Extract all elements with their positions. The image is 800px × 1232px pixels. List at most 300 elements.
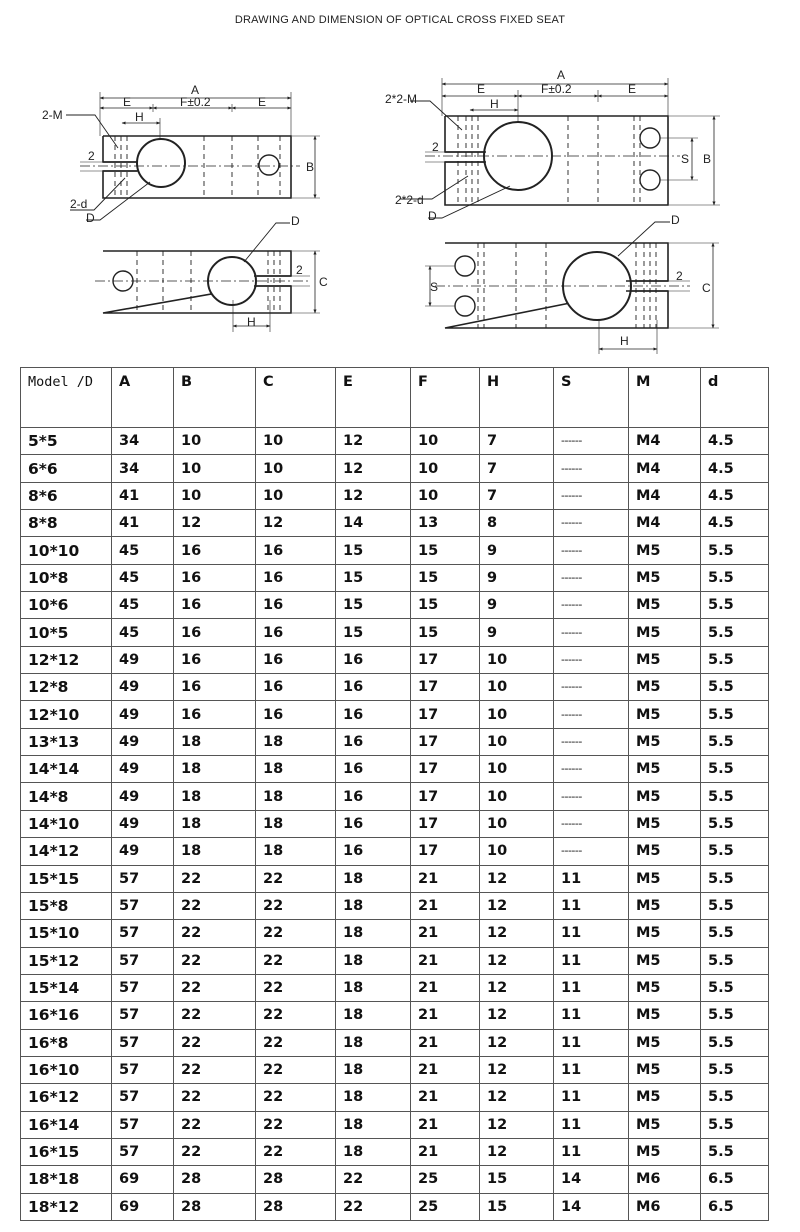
cell-A: 57 [112,1111,174,1138]
cell-A: 34 [112,455,174,482]
cell-E: 18 [336,974,411,1001]
cell-S: ------ [554,810,629,837]
right-top-hole-2 [640,170,660,190]
cell-d: 5.5 [701,646,769,673]
cell-A: 49 [112,838,174,865]
cell-d: 5.5 [701,947,769,974]
cell-C: 22 [256,892,336,919]
cell-F: 21 [411,1138,480,1165]
cell-S: ------ [554,619,629,646]
label-2-right-bottom: 2 [676,269,683,283]
cell-H: 12 [480,1111,554,1138]
left-top-hole [259,155,279,175]
cell-A: 57 [112,947,174,974]
cell-A: 45 [112,619,174,646]
cell-S: ------ [554,838,629,865]
cell-E: 15 [336,537,411,564]
cell-E: 12 [336,428,411,455]
cell-M: M6 [629,1193,701,1220]
cell-C: 18 [256,783,336,810]
cell-H: 9 [480,537,554,564]
cell-A: 57 [112,974,174,1001]
cell-A: 49 [112,701,174,728]
cell-H: 7 [480,482,554,509]
cell-F: 15 [411,564,480,591]
table-row [21,920,769,947]
cell-M: M5 [629,701,701,728]
cell-M: M5 [629,1084,701,1111]
left-bottom-view [95,223,320,332]
cell-A: 45 [112,564,174,591]
label-A: A [191,83,200,97]
cell-H: 12 [480,865,554,892]
cell-H: 12 [480,1002,554,1029]
cell-F: 15 [411,537,480,564]
cell-C: 28 [256,1193,336,1220]
label-H-right-bottom: H [620,334,629,348]
cell-E: 18 [336,892,411,919]
table-row [21,1084,769,1111]
label-D-bottom: D [291,214,300,228]
cell-C: 10 [256,428,336,455]
label-C: C [319,275,328,289]
cell-B: 22 [174,1002,256,1029]
cell-H: 12 [480,974,554,1001]
cell-C: 22 [256,1002,336,1029]
cell-E: 15 [336,619,411,646]
cell-E: 18 [336,947,411,974]
cell-F: 21 [411,1002,480,1029]
cell-S: 11 [554,1029,629,1056]
table-header-row [21,368,769,428]
cell-M: M5 [629,1056,701,1083]
label-F: F±0.2 [180,95,211,109]
cell-F: 13 [411,510,480,537]
label-2-right: 2 [432,140,439,154]
cell-M: M5 [629,1111,701,1138]
cell-C: 22 [256,865,336,892]
cell-F: 17 [411,783,480,810]
cell-d: 5.5 [701,619,769,646]
table-row [21,783,769,810]
cell-M: M5 [629,592,701,619]
label-H: H [135,110,144,124]
cell-B: 10 [174,455,256,482]
cell-F: 15 [411,619,480,646]
right-top-hole-1 [640,128,660,148]
cell-model: 14*14 [21,756,112,783]
cell-E: 18 [336,1002,411,1029]
cell-H: 9 [480,619,554,646]
cell-model: 8*6 [21,482,112,509]
header-H: H [480,368,554,428]
cell-F: 25 [411,1166,480,1193]
cell-H: 12 [480,892,554,919]
table-row [21,1029,769,1056]
table-row [21,564,769,591]
cell-A: 49 [112,756,174,783]
cell-S: 11 [554,974,629,1001]
cell-model: 12*8 [21,674,112,701]
cell-B: 28 [174,1166,256,1193]
cell-C: 16 [256,564,336,591]
label-H-right: H [490,97,499,111]
cell-B: 16 [174,674,256,701]
cell-H: 10 [480,756,554,783]
cell-S: 11 [554,865,629,892]
cell-C: 22 [256,1111,336,1138]
cell-B: 22 [174,1056,256,1083]
cell-M: M4 [629,428,701,455]
cell-B: 16 [174,564,256,591]
cell-B: 22 [174,974,256,1001]
cell-B: 16 [174,619,256,646]
cell-A: 57 [112,1002,174,1029]
cell-B: 16 [174,701,256,728]
cell-d: 5.5 [701,783,769,810]
cell-model: 16*14 [21,1111,112,1138]
cell-E: 16 [336,756,411,783]
cell-d: 5.5 [701,838,769,865]
cell-S: ------ [554,674,629,701]
table-row [21,756,769,783]
cell-model: 12*12 [21,646,112,673]
cell-B: 10 [174,428,256,455]
cell-B: 22 [174,1111,256,1138]
cell-S: ------ [554,564,629,591]
cell-M: M5 [629,728,701,755]
cell-B: 12 [174,510,256,537]
cell-model: 16*16 [21,1002,112,1029]
label-D-right-bottom: D [671,213,680,227]
cell-M: M5 [629,974,701,1001]
cell-S: 11 [554,1056,629,1083]
cell-A: 57 [112,920,174,947]
cell-C: 28 [256,1166,336,1193]
cell-d: 5.5 [701,1084,769,1111]
label-D: D [86,211,95,225]
cell-d: 5.5 [701,564,769,591]
table-row [21,1138,769,1165]
cell-H: 12 [480,947,554,974]
cell-B: 18 [174,783,256,810]
cell-C: 16 [256,701,336,728]
cell-F: 21 [411,974,480,1001]
cell-F: 10 [411,482,480,509]
cell-M: M5 [629,947,701,974]
cell-M: M5 [629,783,701,810]
left-bottom-body-outline [103,251,291,313]
table-row [21,592,769,619]
cell-S: ------ [554,783,629,810]
cell-E: 16 [336,838,411,865]
table-row [21,510,769,537]
cell-model: 10*5 [21,619,112,646]
label-S-right: S [681,152,690,166]
header-d: d [701,368,769,428]
cell-H: 12 [480,1138,554,1165]
left-top-body-outline [103,136,291,198]
cell-S: ------ [554,428,629,455]
label-M-right: 2*2-M [385,92,418,106]
cell-E: 14 [336,510,411,537]
cell-A: 49 [112,728,174,755]
cell-F: 17 [411,728,480,755]
table-row [21,482,769,509]
label-S-right-bottom: S [430,280,439,294]
cell-A: 69 [112,1193,174,1220]
cell-d: 5.5 [701,756,769,783]
cell-H: 12 [480,1084,554,1111]
page-title: DRAWING AND DIMENSION OF OPTICAL CROSS FIXED SEAT [234,14,566,26]
table-row [21,646,769,673]
cell-B: 22 [174,1084,256,1111]
label-H-bottom: H [247,315,256,329]
cell-H: 10 [480,838,554,865]
cell-A: 49 [112,783,174,810]
cell-A: 49 [112,810,174,837]
cell-F: 21 [411,1084,480,1111]
right-bottom-hole-1 [455,256,475,276]
cell-M: M5 [629,756,701,783]
cell-d: 5.5 [701,1138,769,1165]
cell-model: 15*8 [21,892,112,919]
cell-H: 12 [480,1056,554,1083]
cell-d: 5.5 [701,701,769,728]
cell-C: 16 [256,619,336,646]
cell-H: 7 [480,455,554,482]
cell-M: M5 [629,564,701,591]
cell-E: 16 [336,674,411,701]
cell-B: 22 [174,947,256,974]
cell-M: M5 [629,537,701,564]
cell-d: 5.5 [701,537,769,564]
cell-H: 10 [480,646,554,673]
cell-B: 22 [174,892,256,919]
cell-d: 4.5 [701,482,769,509]
cell-d: 4.5 [701,510,769,537]
table-row [21,728,769,755]
label-E1-right: E [477,82,486,96]
dimension-table [20,367,769,1221]
cell-E: 18 [336,1056,411,1083]
cell-model: 14*8 [21,783,112,810]
cell-F: 17 [411,646,480,673]
cell-S: 11 [554,920,629,947]
cell-E: 16 [336,728,411,755]
label-E1: E [123,95,132,109]
drawing-canvas [0,40,800,360]
cell-E: 18 [336,920,411,947]
cell-C: 10 [256,482,336,509]
cell-C: 16 [256,592,336,619]
cell-C: 18 [256,756,336,783]
cell-model: 14*12 [21,838,112,865]
cell-F: 21 [411,920,480,947]
cell-S: 11 [554,1084,629,1111]
cell-M: M5 [629,838,701,865]
cell-B: 18 [174,838,256,865]
table-row [21,455,769,482]
cell-F: 21 [411,1056,480,1083]
cell-M: M5 [629,646,701,673]
cell-d: 5.5 [701,865,769,892]
cell-E: 16 [336,783,411,810]
cell-B: 18 [174,728,256,755]
cell-E: 16 [336,701,411,728]
cell-E: 16 [336,810,411,837]
right-bottom-body-outline [445,243,668,328]
cell-A: 57 [112,1056,174,1083]
label-A-right: A [557,68,566,82]
cell-A: 45 [112,592,174,619]
cell-d: 5.5 [701,592,769,619]
cell-S: ------ [554,701,629,728]
cell-B: 18 [174,756,256,783]
cell-B: 16 [174,537,256,564]
cell-model: 16*8 [21,1029,112,1056]
cell-F: 21 [411,865,480,892]
header-A: A [112,368,174,428]
cell-C: 10 [256,455,336,482]
cell-H: 9 [480,592,554,619]
cell-H: 7 [480,428,554,455]
cell-S: ------ [554,510,629,537]
label-B-right: B [703,152,712,166]
cell-F: 17 [411,756,480,783]
cell-model: 6*6 [21,455,112,482]
cell-S: ------ [554,756,629,783]
cell-d: 5.5 [701,1029,769,1056]
cell-E: 18 [336,1084,411,1111]
cell-d: 5.5 [701,920,769,947]
label-E2: E [258,95,267,109]
cell-M: M6 [629,1166,701,1193]
cell-M: M5 [629,1002,701,1029]
cell-E: 18 [336,1138,411,1165]
cell-F: 21 [411,1029,480,1056]
cell-B: 22 [174,1138,256,1165]
label-E2-right: E [628,82,637,96]
cell-model: 8*8 [21,510,112,537]
cell-F: 17 [411,810,480,837]
header-C: C [256,368,336,428]
cell-S: 14 [554,1193,629,1220]
header-M: M [629,368,701,428]
cell-C: 22 [256,1029,336,1056]
cell-d: 5.5 [701,1002,769,1029]
cell-d: 5.5 [701,1056,769,1083]
cell-A: 57 [112,865,174,892]
cell-M: M5 [629,1138,701,1165]
cell-C: 22 [256,1084,336,1111]
cell-C: 16 [256,537,336,564]
cell-E: 12 [336,482,411,509]
cell-S: 14 [554,1166,629,1193]
cell-F: 10 [411,428,480,455]
header-S: S [554,368,629,428]
table-row [21,619,769,646]
label-2-bottom: 2 [296,263,303,277]
cell-A: 41 [112,482,174,509]
label-2: 2 [88,149,95,163]
cell-E: 12 [336,455,411,482]
cell-C: 22 [256,1138,336,1165]
cell-M: M5 [629,892,701,919]
table-row [21,674,769,701]
cell-model: 16*10 [21,1056,112,1083]
table-row [21,1193,769,1220]
cell-d: 4.5 [701,428,769,455]
cell-d: 5.5 [701,810,769,837]
cell-C: 18 [256,810,336,837]
right-top-view [400,78,720,218]
table-row [21,892,769,919]
cell-S: 11 [554,947,629,974]
cell-M: M5 [629,865,701,892]
cell-A: 57 [112,892,174,919]
cell-E: 15 [336,592,411,619]
cell-C: 22 [256,974,336,1001]
cell-F: 21 [411,892,480,919]
cell-E: 18 [336,1111,411,1138]
cell-C: 22 [256,947,336,974]
label-C-right: C [702,281,711,295]
cell-model: 10*6 [21,592,112,619]
cell-C: 22 [256,1056,336,1083]
label-M: 2-M [42,108,63,122]
cell-M: M4 [629,510,701,537]
cell-C: 12 [256,510,336,537]
header-B: B [174,368,256,428]
cell-F: 17 [411,674,480,701]
cell-M: M4 [629,455,701,482]
cell-C: 18 [256,838,336,865]
cell-H: 10 [480,810,554,837]
table-row [21,947,769,974]
technical-drawings [0,40,800,360]
cell-d: 5.5 [701,674,769,701]
cell-H: 9 [480,564,554,591]
cell-d: 5.5 [701,892,769,919]
cell-H: 10 [480,728,554,755]
cell-F: 15 [411,592,480,619]
cell-S: ------ [554,646,629,673]
cell-H: 15 [480,1193,554,1220]
cell-M: M5 [629,619,701,646]
table-row [21,1056,769,1083]
cell-F: 17 [411,838,480,865]
cell-S: 11 [554,1002,629,1029]
table-row [21,838,769,865]
right-bottom-view [425,222,719,354]
cell-F: 17 [411,701,480,728]
cell-B: 28 [174,1193,256,1220]
right-bottom-hole-2 [455,296,475,316]
cell-A: 57 [112,1138,174,1165]
cell-C: 16 [256,646,336,673]
cell-model: 15*15 [21,865,112,892]
cell-model: 15*14 [21,974,112,1001]
right-top-body-outline [445,116,668,205]
cell-F: 21 [411,947,480,974]
cell-B: 10 [174,482,256,509]
cell-model: 15*12 [21,947,112,974]
cell-S: ------ [554,592,629,619]
cell-model: 13*13 [21,728,112,755]
cell-M: M5 [629,674,701,701]
cell-M: M5 [629,1029,701,1056]
